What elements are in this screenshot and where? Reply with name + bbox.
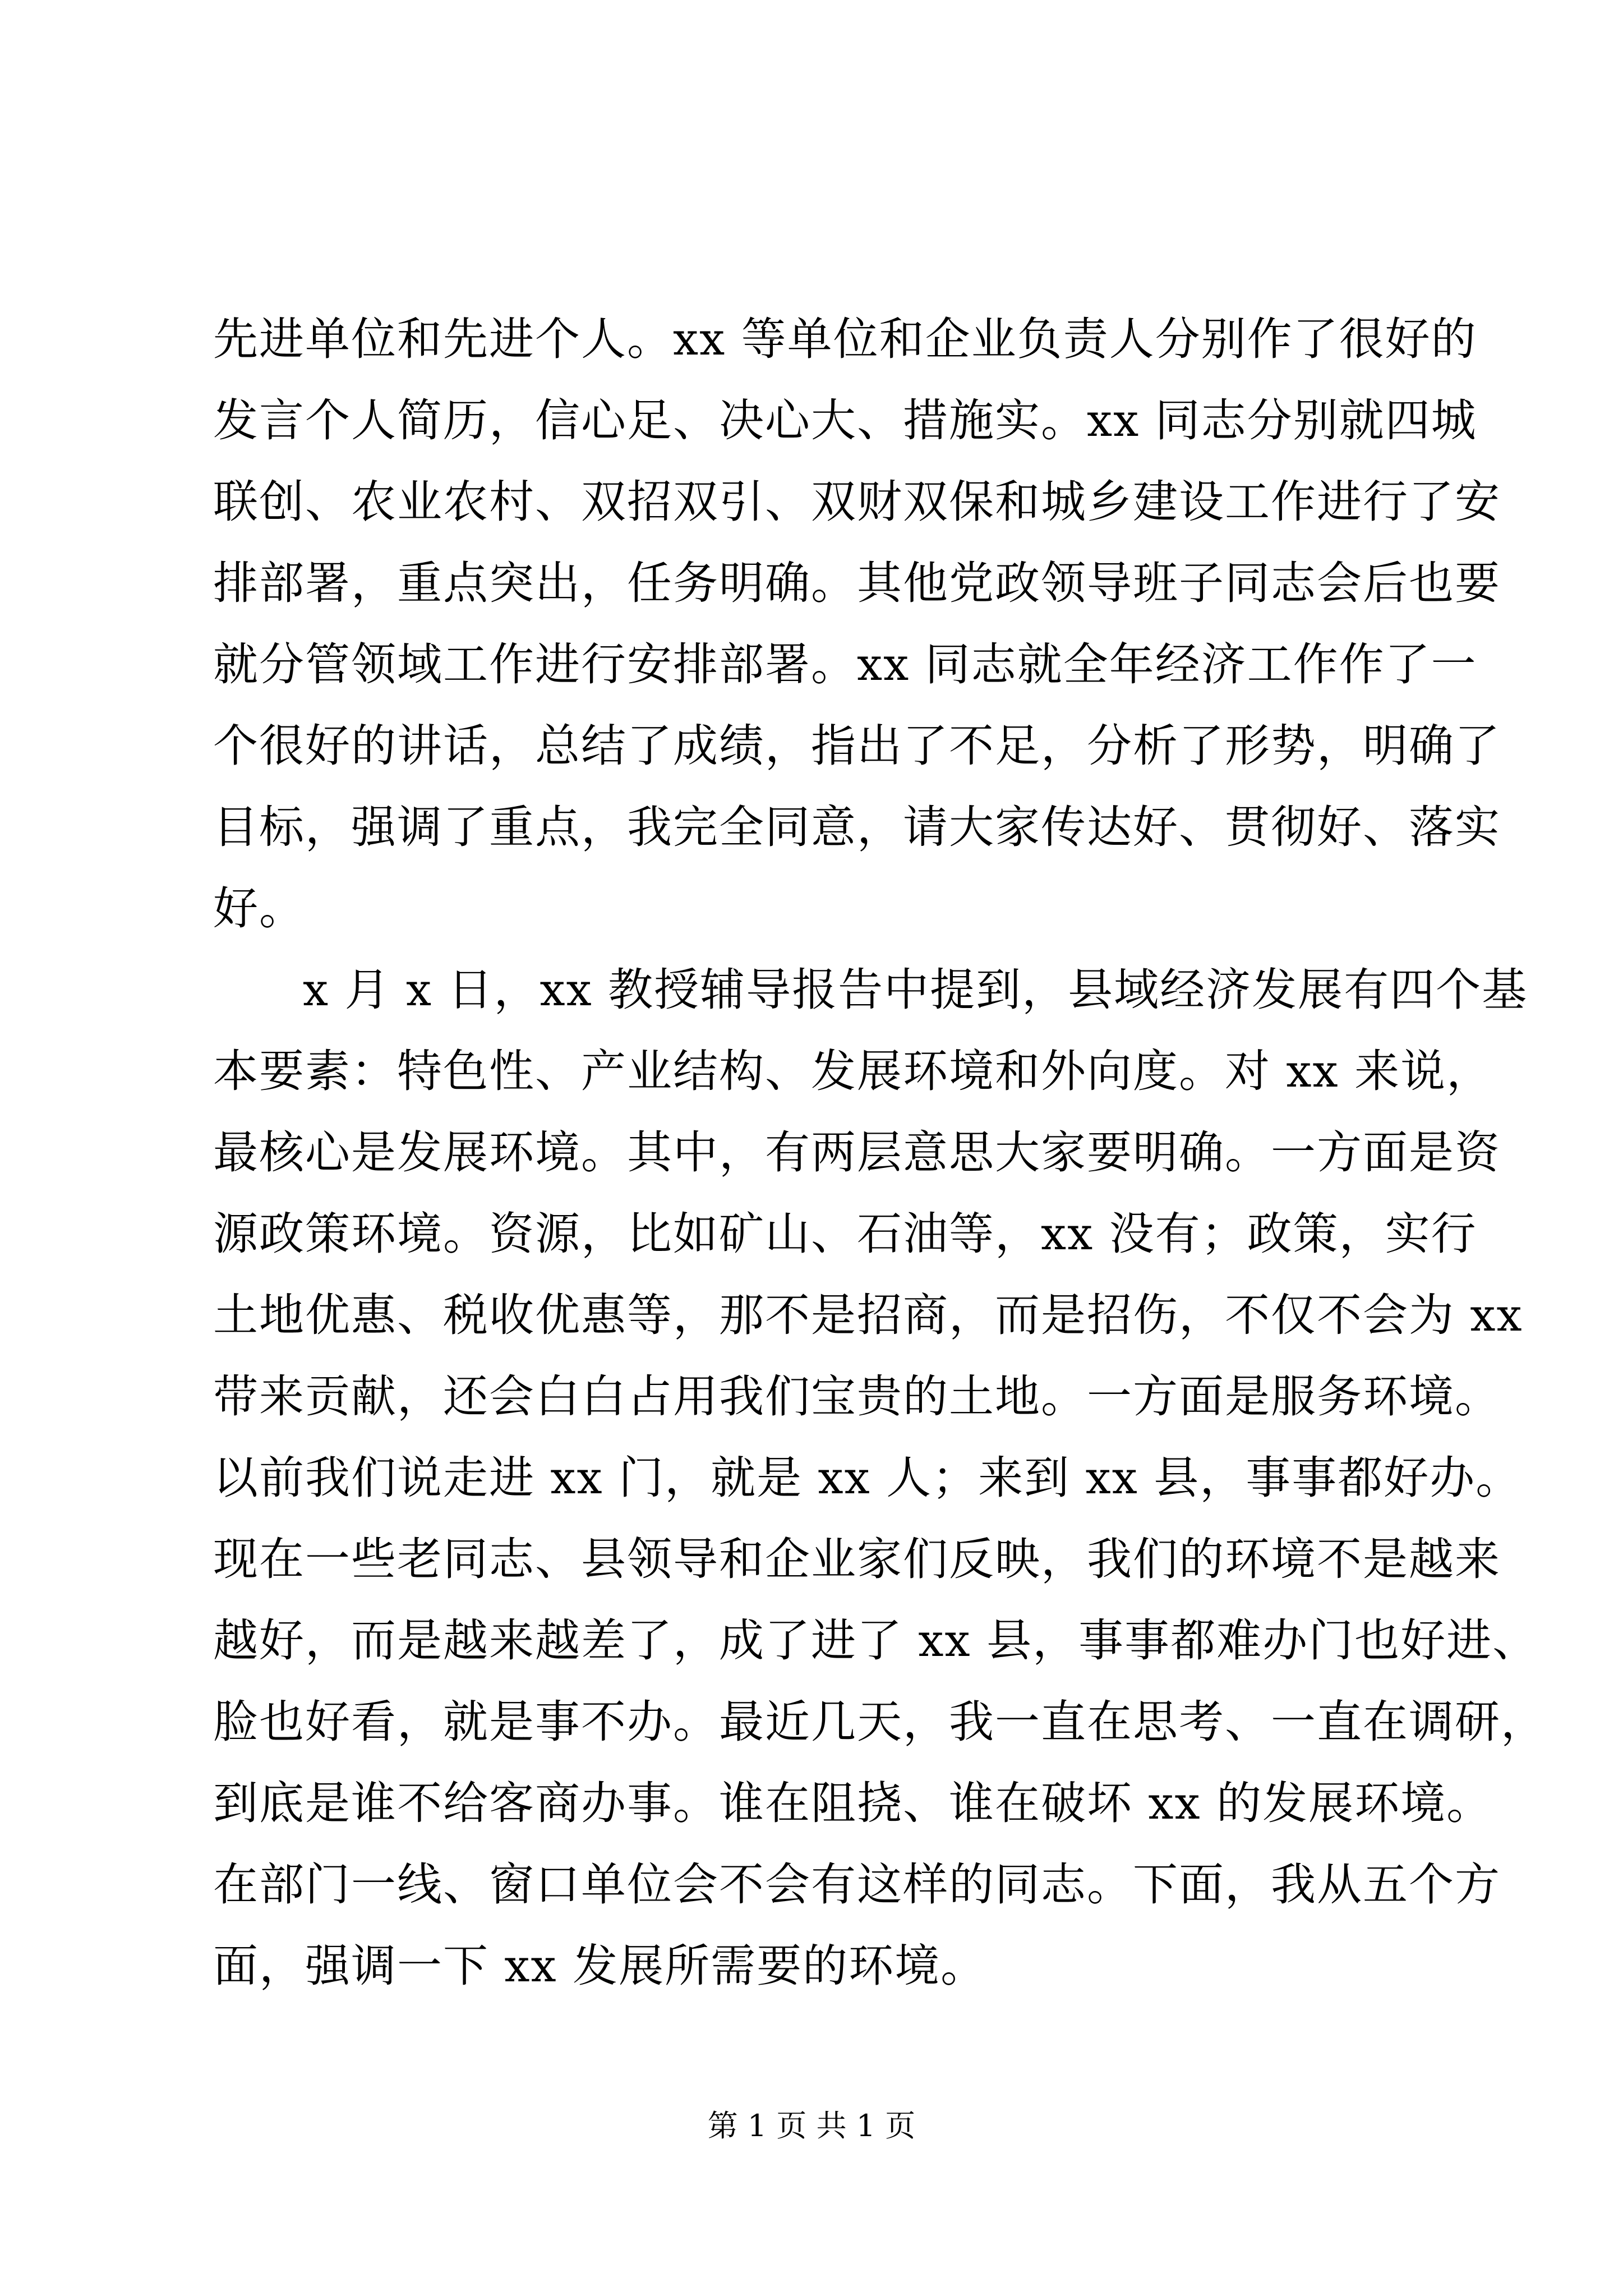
- paragraph-line: 排部署，重点突出，任务明确。其他党政领导班子同志会后也要: [213, 557, 1501, 609]
- paragraph-line: 目标，强调了重点，我完全同意，请大家传达好、贯彻好、落实: [213, 801, 1501, 853]
- paragraph-line: 联创、农业农村、双招双引、双财双保和城乡建设工作进行了安: [213, 476, 1501, 528]
- paragraph-line: 土地优惠、税收优惠等，那不是招商，而是招伤，不仅不会为 xx: [213, 1289, 1523, 1341]
- paragraph-line: 面，强调一下 xx 发展所需要的环境。: [213, 1940, 987, 1992]
- page-footer: 第 1 页 共 1 页: [707, 2108, 916, 2143]
- paragraph-line: 好。: [213, 882, 305, 935]
- paragraph-line: 最核心是发展环境。其中，有两层意思大家要明确。一方面是资: [213, 1126, 1501, 1179]
- paragraph-line: 越好，而是越来越差了，成了进了 xx 县，事事都难办门也好进、: [213, 1614, 1539, 1667]
- paragraph-line: 到底是谁不给客商办事。谁在阻挠、谁在破坏 xx 的发展环境。: [213, 1777, 1493, 1829]
- paragraph-line: 就分管领域工作进行安排部署。xx 同志就全年经济工作作了一: [213, 638, 1477, 691]
- paragraph-line: 源政策环境。资源，比如矿山、石油等，xx 没有；政策，实行: [213, 1208, 1477, 1260]
- paragraph-line: 本要素：特色性、产业结构、发展环境和外向度。对 xx 来说，: [213, 1045, 1493, 1097]
- paragraph-line: 带来贡献，还会白白占用我们宝贵的土地。一方面是服务环境。: [213, 1370, 1501, 1423]
- paragraph-line: x 月 x 日，xx 教授辅导报告中提到，县域经济发展有四个基: [303, 964, 1528, 1016]
- paragraph-line: 先进单位和先进个人。xx 等单位和企业负责人分别作了很好的: [213, 313, 1477, 365]
- paragraph-line: 现在一些老同志、县领导和企业家们反映，我们的环境不是越来: [213, 1533, 1501, 1585]
- paragraph-line: 以前我们说走进 xx 门，就是 xx 人；来到 xx 县，事事都好办。: [213, 1452, 1522, 1504]
- paragraph-line: 发言个人简历，信心足、决心大、措施实。xx 同志分别就四城: [213, 394, 1477, 447]
- paragraph-line: 在部门一线、窗口单位会不会有这样的同志。下面，我从五个方: [213, 1858, 1501, 1911]
- paragraph-line: 个很好的讲话，总结了成绩，指出了不足，分析了形势，明确了: [213, 720, 1501, 772]
- paragraph-line: 脸也好看，就是事不办。最近几天，我一直在思考、一直在调研，: [213, 1696, 1547, 1748]
